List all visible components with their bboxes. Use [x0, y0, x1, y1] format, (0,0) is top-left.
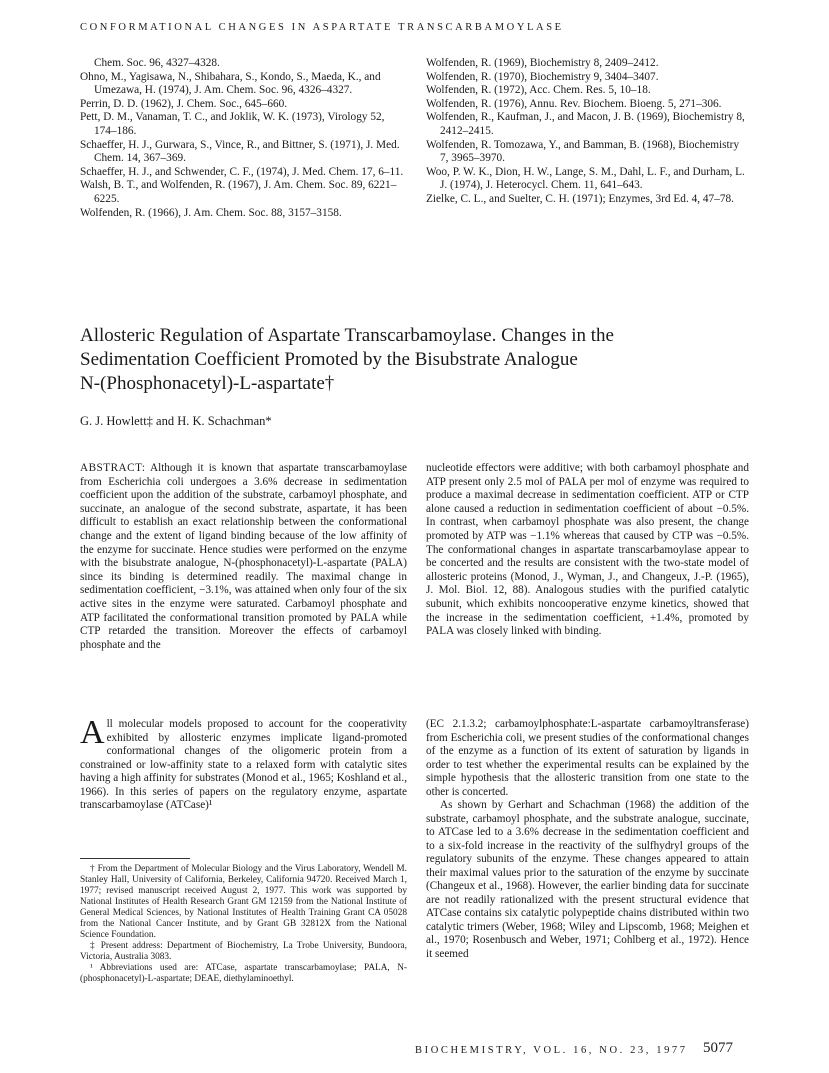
abstract-text: nucleotide effectors were additive; with both carbamoyl phosphate and ATP present only 2.5 mol of PALA per mol of enzyme was required to produce a maximal decrease in sedimentation coefficient. ATP or CTP alone caused a reduction in sedimentation coefficient of about −0.5%. In contrast, when carbamoyl phosphate was also present, the change promoted by ATP was −1.1% whereas that caused by CTP was −0.5%. The conformational changes in aspartate transcarbamoylase appear to be concerted and the results are consistent with the two-state model of allosteric proteins (Monod, J., Wyman, J., and Changeux, J.-P. (1965), J. Mol. Biol. 12, 88). Analogous studies with the purified catalytic subunit, which exhibits noncooperative enzyme kinetics, showed that the increase in the sedimentation coefficient, +1.4%, promoted by PALA was closely linked with binding.: [426, 462, 749, 638]
references-right-column: [426, 57, 749, 207]
drop-cap: A: [80, 714, 105, 751]
reference-item: Wolfenden, R. (1976), Annu. Rev. Biochem. Bioeng. 5, 271–306.: [426, 97, 722, 110]
reference-item: Schaeffer, H. J., and Schwender, C. F., (1974), J. Med. Chem. 17, 6–11.: [80, 165, 404, 178]
abstract-right-column: [426, 462, 749, 639]
reference-item: Woo, P. W. K., Dion, H. W., Lange, S. M., Dahl, L. F., and Durham, L. J. (1974), J. Heterocycl. Chem. 11, 641–643.: [426, 165, 745, 192]
authors: G. J. Howlett‡ and H. K. Schachman*: [80, 414, 272, 428]
reference-item: Wolfenden, R. Tomozawa, Y., and Bamman, B. (1968), Biochemistry 7, 3965–3970.: [426, 138, 740, 165]
body-left-column: [80, 714, 407, 813]
reference-item: Wolfenden, R. (1969), Biochemistry 8, 2409–2412.: [426, 57, 659, 69]
article-title: [80, 324, 760, 396]
body-paragraph: As shown by Gerhart and Schachman (1968) the addition of the substrate, carbamoyl phosphate, and the substrate analogue, succinate, to ATCase led to a 3.6% decrease in the sedimentation coefficient and to a six-fold increase in the reactivity of the sulfhydryl groups of the regulatory subunits of the enzyme. These changes appeared to attain their maximal values prior to the saturation of the enzyme by succinate (Changeux et al., 1968). However, the earlier binding data for succinate are not readily rationalized with the present structural evidence that ATCase contains six catalytic polypeptide chains distributed within two catalytic trimers (Weber, 1968; Wiley and Lipscomb, 1968; Meighen et al., 1970; Rosenbusch and Weber, 1971; Cohlberg et al., 1972). Hence it seemed: [426, 799, 749, 960]
footnote: ¹ Abbreviations used are: ATCase, aspartate transcarbamoylase; PALA, N-(phosphonacetyl)-L-aspartate; DEAE, diethylaminoethyl.: [80, 963, 407, 984]
reference-item: Pett, D. M., Vanaman, T. C., and Joklik, W. K. (1973), Virology 52, 174–186.: [80, 111, 385, 137]
footnote: † From the Department of Molecular Biology and the Virus Laboratory, Wendell M. Stanley Hall, University of California, Berkeley, California 94720. Received March 1, 1977; revised manuscript received August 2, 1977. This work was supported by National Institutes of Health Research Grant GM 12159 from the National Institute of General Medical Sciences, by National Institutes of Health Training Grant CA 05028 from the National Cancer Institute, and by Grant GB 32812X from the National Science Foundation.: [80, 864, 407, 940]
reference-item: Ohno, M., Yagisawa, N., Shibahara, S., Kondo, S., Maeda, K., and Umezawa, H. (1974), J. Am. Chem. Soc. 96, 4326–4327.: [80, 70, 381, 97]
abstract-left-column: [80, 462, 407, 652]
body-right-column: [426, 718, 749, 961]
footnote-divider: [80, 858, 190, 859]
reference-item: Chem. Soc. 96, 4327–4328.: [94, 57, 220, 69]
reference-item: Wolfenden, R. (1966), J. Am. Chem. Soc. 88, 3157–3158.: [80, 206, 342, 219]
page-number: 5077: [703, 1040, 733, 1056]
footnote: ‡ Present address: Department of Biochemistry, La Trobe University, Bundoora, Victoria, Australia 3083.: [80, 941, 407, 962]
title-line: Sedimentation Coefficient Promoted by the Bisubstrate Analogue: [80, 349, 578, 370]
reference-item: Perrin, D. D. (1962), J. Chem. Soc., 645–660.: [80, 97, 288, 110]
reference-item: Wolfenden, R. (1970), Biochemistry 9, 3404–3407.: [426, 70, 659, 83]
abstract-label: ABSTRACT:: [80, 462, 146, 474]
title-line: Allosteric Regulation of Aspartate Transcarbamoylase. Changes in the: [80, 325, 614, 346]
reference-item: Wolfenden, R. (1972), Acc. Chem. Res. 5, 10–18.: [426, 84, 651, 97]
body-paragraph: ll molecular models proposed to account for the cooperativity exhibited by allosteric enzymes implicate ligand-promoted conformational changes of the oligomeric protein from a constrained or low-affinity state to a relaxed form with catalytic sites having a high affinity for substrates (Monod et al., 1965; Koshland et al., 1966). In this series of papers on the regulatory enzyme, aspartate transcarbamoylase (ATCase)¹: [80, 718, 407, 811]
reference-item: Schaeffer, H. J., Gurwara, S., Vince, R., and Bittner, S. (1971), J. Med. Chem. 14, 367–369.: [80, 138, 400, 165]
abstract-text: Although it is known that aspartate transcarbamoylase from Escherichia coli undergoes a 3.6% decrease in sedimentation coefficient upon the addition of the substrate, carbamoyl phosphate, and succinate, an analogue of the second substrate, aspartate, it has been difficult to establish an exact relationship between the conformational change and the extent of ligand binding because of the low affinity of the enzyme for succinate. Hence studies were performed on the enzyme with the bisubstrate analogue, N-(phosphonacetyl)-L-aspartate (PALA) since its binding is determined readily. The maximal change in sedimentation coefficient, −3.1%, was attained when only four of the six active sites in the enzyme were saturated. Carbamoyl phosphate and ATP facilitated the conformational transition promoted by PALA while CTP retarded the transition. Moreover the effects of carbamoyl phosphate and the: [80, 462, 408, 651]
running-head: CONFORMATIONAL CHANGES IN ASPARTATE TRANSCARBAMOYLASE: [80, 22, 564, 33]
title-line: N-(Phosphonacetyl)-L-aspartate†: [80, 373, 335, 394]
reference-item: Wolfenden, R., Kaufman, J., and Macon, J. B. (1969), Biochemistry 8, 2412–2415.: [426, 111, 745, 137]
reference-item: Zielke, C. L., and Suelter, C. H. (1971); Enzymes, 3rd Ed. 4, 47–78.: [426, 192, 734, 205]
references-left-column: [80, 57, 408, 220]
body-paragraph: (EC 2.1.3.2; carbamoylphosphate:L-aspartate carbamoyltransferase) from Escherichia coli, we present studies of the conformational changes of the enzyme as a function of its extent of saturation by ligands in order to test whether the experimental results can be explained by the simple hypothesis that the allosteric transition from one state to the other is concerted.: [426, 718, 749, 798]
journal-footer: BIOCHEMISTRY, VOL. 16, NO. 23, 1977: [415, 1045, 688, 1056]
footnotes: [80, 864, 407, 985]
reference-item: Walsh, B. T., and Wolfenden, R. (1967), J. Am. Chem. Soc. 89, 6221–6225.: [80, 179, 397, 205]
